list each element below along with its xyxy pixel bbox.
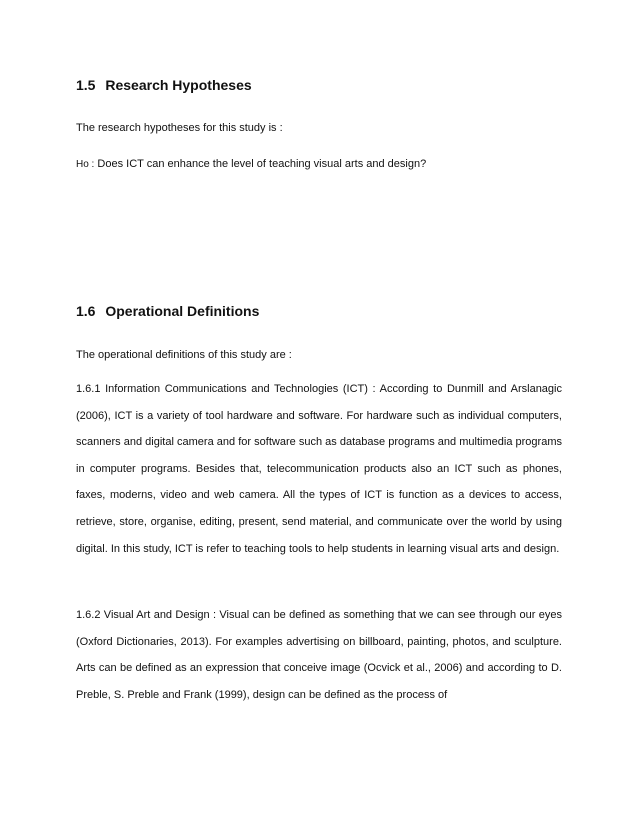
section-1-5-heading bbox=[76, 77, 252, 93]
hypotheses-intro: The research hypotheses for this study is : bbox=[76, 122, 283, 134]
definitions-intro: The operational definitions of this study are : bbox=[76, 349, 292, 361]
hypothesis-text: Does ICT can enhance the level of teaching visual arts and design? bbox=[97, 158, 427, 170]
section-1-5-number: 1.5 bbox=[76, 77, 96, 93]
hypothesis-line bbox=[76, 158, 426, 170]
hypothesis-label: Ho : bbox=[76, 159, 95, 170]
section-1-5-title: Research Hypotheses bbox=[105, 77, 252, 93]
definition-visual-art-paragraph: 1.6.2 Visual Art and Design : Visual can be defined as something that we can see through our eyes (Oxford Dictionaries, 2013). For examples advertising on billboard, painting, photos, and sculpture. Arts can be defined as an expression that conceive image (Ocvick et al., 2006) and according to D. Preble, S. Preble and Frank (1999), design can be defined as the process of bbox=[76, 609, 562, 701]
section-1-6-heading bbox=[76, 303, 259, 319]
section-1-6-title: Operational Definitions bbox=[105, 303, 260, 319]
section-1-6-number: 1.6 bbox=[76, 303, 96, 319]
definition-ict-paragraph: 1.6.1 Information Communications and Technologies (ICT) : According to Dunmill and Arslanagic (2006), ICT is a variety of tool hardware and software. For hardware such as individual computers, scanners and digital camera and for software such as database programs and multimedia programs in computer programs. Besides that, telecommunication products also an ICT such as phones, faxes, moderns, video and web camera. All the types of ICT is function as a devices to access, retrieve, store, organise, editing, present, send material, and communicate over the world by using digital. In this study, ICT is refer to teaching tools to help students in learning visual arts and design. bbox=[76, 383, 562, 555]
